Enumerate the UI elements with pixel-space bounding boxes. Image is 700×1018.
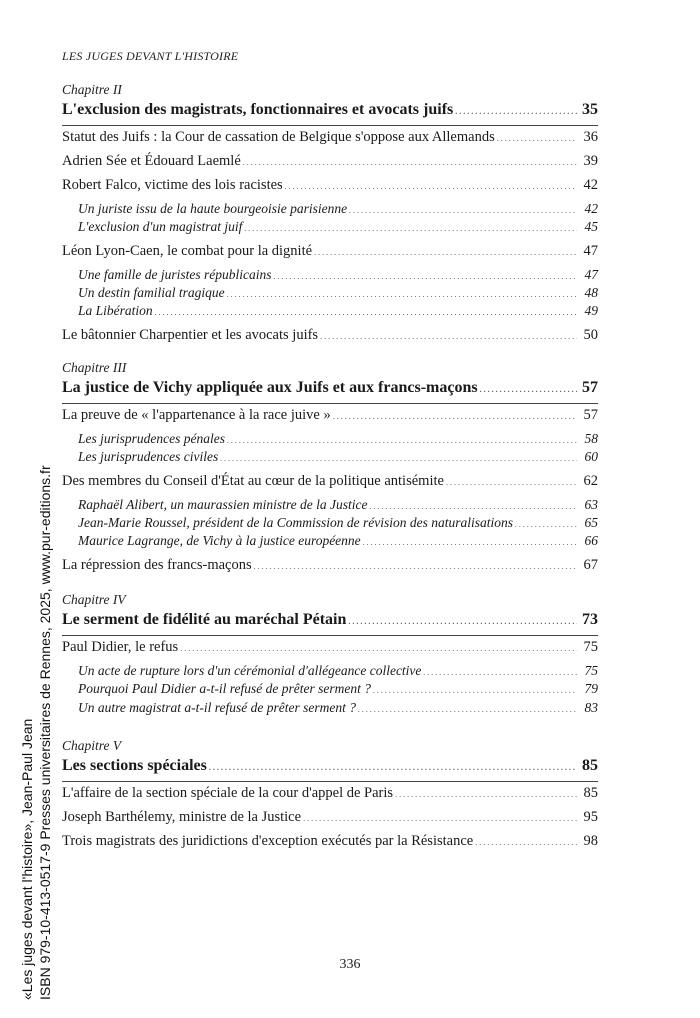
chapter-title-row: [62, 379, 598, 397]
toc-entry-title: Le bâtonnier Charpentier et les avocats juifs: [62, 326, 319, 343]
toc-entry-title: Un autre magistrat a-t-il refusé de prêter serment ?: [78, 699, 356, 715]
chapter-label: Chapitre IV: [62, 592, 126, 607]
toc-entry-title: Les jurisprudences civiles: [78, 449, 219, 465]
toc-page-number: 47: [584, 266, 598, 282]
toc-entry-title: Joseph Barthélemy, ministre de la Justice: [62, 809, 302, 825]
toc-entry-title: L'exclusion d'un magistrat juif: [78, 219, 243, 235]
toc-entry-title: La preuve de « l'appartenance à la race juive »: [62, 407, 331, 423]
toc-subsection-row: [62, 303, 598, 319]
toc-subsection-row: [62, 497, 598, 513]
toc-entry-title: Raphaël Alibert, un maurassien ministre de la Justice: [78, 496, 368, 512]
dot-leader: [273, 270, 577, 282]
chapter-title-row: [62, 757, 598, 775]
toc-entry-title: La justice de Vichy appliquée aux Juifs et aux francs-maçons: [62, 379, 478, 396]
toc-section-row: [62, 833, 598, 850]
toc-subsection-row: [62, 219, 598, 235]
chapter-label: Chapitre III: [62, 360, 127, 375]
dot-leader: [446, 476, 577, 488]
toc-subsection-row: [62, 201, 598, 217]
toc-entry-title: L'exclusion des magistrats, fonctionnaires et avocats juifs: [62, 101, 454, 118]
toc-entry-title: Un acte de rupture lors d'un cérémonial d'allégeance collective: [78, 663, 422, 678]
dot-leader: [373, 684, 577, 696]
dot-leader: [369, 500, 577, 512]
dot-leader: [209, 761, 577, 773]
toc-page-number: 75: [583, 639, 598, 655]
page-number: 336: [339, 957, 361, 972]
toc-entry-title: Les sections spéciales: [62, 757, 207, 774]
toc-section-row: [62, 153, 598, 170]
toc-section-row: [62, 177, 598, 194]
toc-entry-title: Paul Didier, le refus: [62, 639, 179, 655]
dot-leader: [314, 246, 577, 258]
toc-entry-title: Une famille de juristes républicains: [78, 266, 272, 282]
chapter-label: Chapitre II: [62, 82, 122, 97]
toc-subsection-row: [62, 449, 598, 465]
toc-page-number: 47: [583, 242, 598, 259]
dot-leader: [349, 204, 577, 216]
toc-page-number: 63: [584, 496, 598, 512]
toc-page-number: 50: [583, 326, 598, 343]
toc-entry-title: Adrien Sée et Édouard Laemlé: [62, 153, 241, 169]
chapter-title-row: [62, 611, 598, 629]
toc-page-number: 45: [584, 219, 598, 235]
chapter-title-row: [62, 101, 598, 119]
copyright-line-2: ISBN 979-10-413-0517-9 Presses universitaires de Rennes, 2025, www.pur-editions.fr: [37, 465, 53, 1000]
toc-section-row: [62, 407, 598, 424]
toc-page-number: 98: [583, 833, 598, 849]
dot-leader: [285, 180, 577, 192]
toc-page-number: 42: [583, 177, 598, 193]
running-head: LES JUGES DEVANT L'HISTOIRE: [62, 49, 239, 63]
toc-page-number: 95: [583, 809, 598, 825]
toc-section-row: [62, 243, 598, 260]
toc-page-number: 75: [584, 663, 598, 678]
toc-subsection-row: [62, 515, 598, 531]
toc-page-number: 57: [582, 379, 598, 396]
toc-page-number: 60: [584, 449, 598, 465]
dot-leader: [254, 560, 577, 572]
chapter-rule: [62, 635, 598, 636]
dot-leader: [358, 703, 577, 715]
toc-page-number: 48: [584, 284, 598, 300]
toc-page-number: 57: [583, 407, 598, 423]
toc-section-row: [62, 785, 598, 802]
toc-entry-title: Le serment de fidélité au maréchal Pétain: [62, 611, 347, 628]
toc-page-number: 62: [583, 472, 598, 489]
chapter-rule: [62, 781, 598, 782]
dot-leader: [244, 222, 577, 234]
toc-entry-title: Statut des Juifs : la Cour de cassation de Belgique s'oppose aux Allemands: [62, 129, 495, 145]
dot-leader: [363, 536, 577, 548]
dot-leader: [348, 615, 577, 627]
toc-page-number: 49: [584, 303, 598, 319]
toc-page-number: 36: [583, 129, 598, 145]
toc-entry-title: Les jurisprudences pénales: [78, 431, 225, 446]
toc-section-row: [62, 557, 598, 574]
dot-leader: [303, 812, 577, 824]
toc-entry-title: Jean-Marie Roussel, président de la Commission de révision des naturalisations: [78, 514, 513, 530]
toc-entry-title: La répression des francs-maçons: [62, 556, 252, 573]
dot-leader: [395, 788, 577, 800]
toc-subsection-row: [62, 533, 598, 549]
chapter-rule: [62, 125, 598, 126]
dot-leader: [180, 642, 577, 654]
toc-section-row: [62, 129, 598, 146]
dot-leader: [243, 156, 577, 168]
dot-leader: [475, 836, 577, 848]
dot-leader: [227, 434, 577, 446]
toc-subsection-row: [62, 267, 598, 283]
dot-leader: [480, 383, 577, 395]
toc-entry-title: Léon Lyon-Caen, le combat pour la dignité: [62, 242, 313, 259]
toc-section-row: [62, 327, 598, 344]
toc-entry-title: Un juriste issu de la haute bourgeoisie parisienne: [78, 201, 348, 216]
toc-page-number: 39: [583, 153, 598, 169]
toc-subsection-row: [62, 700, 598, 716]
toc-page-number: 65: [584, 514, 598, 530]
toc-section-row: [62, 473, 598, 490]
toc-entry-title: L'affaire de la section spéciale de la cour d'appel de Paris: [62, 785, 394, 801]
toc-entry-title: Robert Falco, victime des lois racistes: [62, 177, 283, 193]
dot-leader: [155, 306, 577, 318]
toc-entry-title: La Libération: [78, 303, 153, 319]
toc-page-number: 58: [584, 431, 598, 446]
dot-leader: [515, 518, 577, 530]
toc-entry-title: Trois magistrats des juridictions d'exception exécutés par la Résistance: [62, 833, 474, 849]
toc-page-number: 85: [583, 785, 598, 801]
toc-subsection-row: [62, 663, 598, 679]
toc-page-number: 83: [584, 699, 598, 715]
dot-leader: [220, 452, 577, 464]
toc-entry-title: Maurice Lagrange, de Vichy à la justice européenne: [78, 533, 361, 549]
toc-page-number: 35: [582, 101, 598, 118]
toc-subsection-row: [62, 431, 598, 447]
dot-leader: [455, 105, 577, 117]
toc-section-row: [62, 639, 598, 656]
toc-page-number: 73: [582, 611, 598, 628]
dot-leader: [333, 410, 577, 422]
toc-section-row: [62, 809, 598, 826]
copyright-note: [18, 465, 54, 1000]
copyright-line-1: «Les juges devant l'histoire», Jean-Paul Jean: [19, 718, 35, 1000]
chapter-label: Chapitre V: [62, 738, 122, 753]
toc-page-number: 67: [583, 556, 598, 573]
dot-leader: [497, 132, 577, 144]
toc-entry-title: Un destin familial tragique: [78, 284, 225, 300]
toc-subsection-row: [62, 285, 598, 301]
toc-subsection-row: [62, 681, 598, 697]
chapter-rule: [62, 403, 598, 404]
toc-entry-title: Des membres du Conseil d'État au cœur de la politique antisémite: [62, 472, 444, 489]
toc-page-number: 85: [582, 757, 598, 774]
toc-entry-title: Pourquoi Paul Didier a-t-il refusé de prêter serment ?: [78, 681, 371, 697]
dot-leader: [423, 666, 577, 678]
dot-leader: [320, 330, 577, 342]
dot-leader: [227, 288, 577, 300]
toc-page-number: 79: [584, 681, 598, 697]
toc-page-number: 42: [584, 201, 598, 216]
toc-page-number: 66: [584, 533, 598, 549]
